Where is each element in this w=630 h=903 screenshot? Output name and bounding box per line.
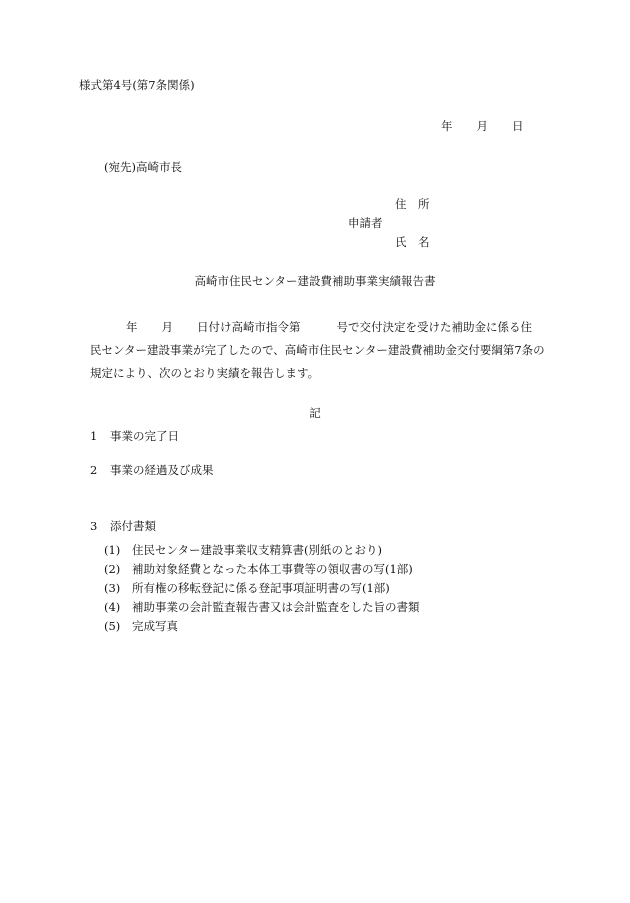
list-item [104, 617, 420, 636]
item-number: (3) [104, 581, 121, 595]
section-progress-results [90, 465, 214, 477]
ki-heading: 記 [309, 406, 321, 420]
attachment-list [104, 541, 420, 636]
body-decision: 号で交付決定を受けた補助金に係る住 [336, 320, 532, 334]
body-year: 年 [126, 320, 138, 334]
date-line [441, 121, 524, 133]
item-number: (1) [104, 543, 121, 557]
section-attachments [90, 521, 156, 533]
section-number: 1 [90, 429, 98, 443]
date-year: 年 [441, 119, 453, 133]
body-directive: 日付け高崎市指令第 [197, 320, 301, 334]
item-label: 完成写真 [132, 619, 178, 633]
section-label: 事業の経過及び成果 [110, 463, 214, 477]
body-line-3: 規定により、次のとおり実績を報告します。 [90, 366, 320, 380]
body-month: 月 [161, 320, 173, 334]
item-number: (4) [104, 600, 121, 614]
section-number: 3 [90, 519, 98, 533]
date-month: 月 [476, 119, 488, 133]
report-body [90, 316, 560, 385]
section-label: 添付書類 [110, 519, 156, 533]
item-number: (2) [104, 562, 121, 576]
date-day: 日 [512, 119, 524, 133]
item-label: 補助対象経費となった本体工事費等の領収書の写(1部) [132, 562, 413, 576]
section-completion-date [90, 431, 179, 443]
addressee: (宛先)高崎市長 [104, 160, 182, 174]
item-label: 住民センター建設事業収支精算書(別紙のとおり) [132, 543, 383, 557]
address-label: 住 所 [395, 197, 430, 211]
document-title: 高崎市住民センター建設費補助事業実績報告書 [194, 274, 436, 288]
item-number: (5) [104, 619, 121, 633]
applicant-label: 申請者 [348, 216, 383, 230]
form-number-label: 様式第4号(第7条関係) [79, 78, 195, 92]
body-line-2: 民センター建設事業が完了したので、高崎市住民センター建設費補助金交付要綱第7条の [90, 343, 545, 357]
list-item [104, 560, 420, 579]
list-item [104, 579, 420, 598]
section-number: 2 [90, 463, 98, 477]
name-label: 氏 名 [395, 235, 430, 249]
item-label: 補助事業の会計監査報告書又は会計監査をした旨の書類 [132, 600, 420, 614]
body-line-1 [90, 316, 560, 339]
section-label: 事業の完了日 [110, 429, 179, 443]
list-item [104, 541, 420, 560]
item-label: 所有権の移転登記に係る登記事項証明書の写(1部) [132, 581, 390, 595]
list-item [104, 598, 420, 617]
